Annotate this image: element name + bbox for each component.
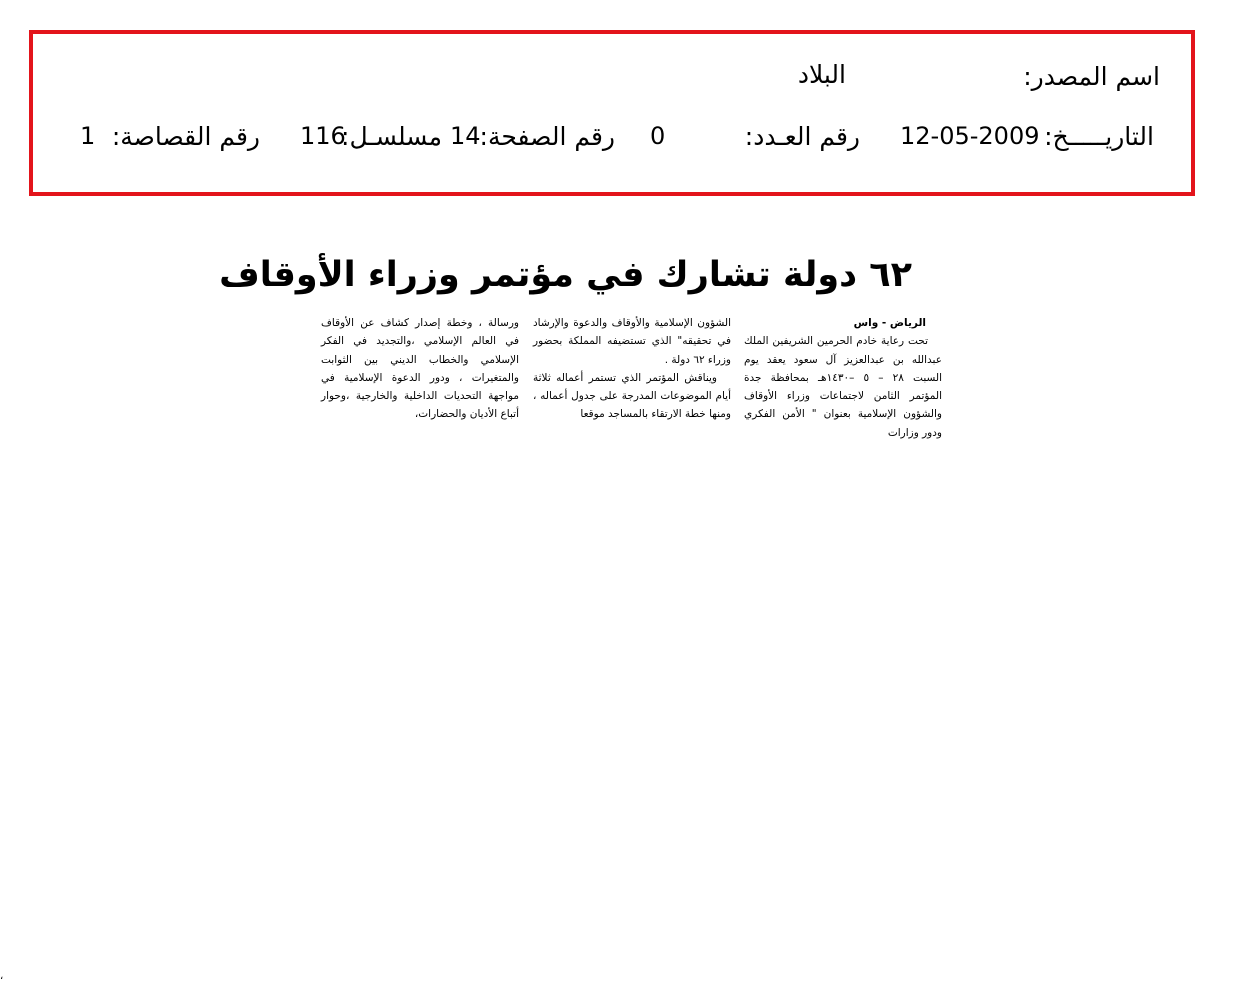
article-byline: الرياض - واس: [853, 317, 926, 329]
article-column-2: [533, 314, 731, 424]
column-1-text: تحت رعاية خادم الحرمين الشريفين الملك عبدالله بن عبدالعزيز آل سعود يعقد يوم السبت ٢٨ – ٥ –١٤٣٠هـ بمحافظة جدة المؤتمر الثامن لاجتماعات وزراء الأوقاف والشؤون الإسلامية بعنوان " الأمن الفكري ودور وزارات: [744, 335, 942, 439]
corner-mark: ،: [0, 971, 4, 982]
clipping-value: 1: [80, 122, 96, 150]
date-label: التاريـــــخ:: [1044, 122, 1154, 151]
serial-label: مسلسـل:: [341, 122, 442, 151]
article-column-3: [321, 314, 519, 424]
issue-value: 0: [650, 122, 666, 150]
column-2-paragraph-2: ويناقش المؤتمر الذي تستمر أعماله ثلاثة أيام الموضوعات المدرجة على جدول أعماله ، ومنها خطة الارتقاء بالمساجد موقعا: [533, 371, 731, 421]
issue-label: رقم العـدد:: [744, 122, 860, 151]
serial-value: 116: [300, 122, 346, 150]
source-value: البلاد: [797, 60, 846, 89]
source-label: اسم المصدر:: [1023, 62, 1160, 91]
column-3-text: ورسالة ، وخطة إصدار كشاف عن الأوقاف في العالم الإسلامي ،والتجديد في الفكر الإسلامي والخطاب الديني بين الثوابت والمتغيرات ، ودور الدعوة الإسلامية في مواجهة التحديات الداخلية والخارجية ،وحوار أتباع الأديان والحضارات،: [321, 317, 519, 421]
article-column-1: [744, 314, 942, 442]
clipping-label: رقم القصاصة:: [111, 122, 260, 151]
article-headline: ٦٢ دولة تشارك في مؤتمر وزراء الأوقاف: [219, 255, 912, 295]
page-value: 14: [450, 122, 481, 150]
date-value: 12-05-2009: [900, 122, 1040, 150]
page-label: رقم الصفحة:: [479, 122, 615, 151]
metadata-frame: [29, 30, 1195, 196]
column-2-paragraph-1: الشؤون الإسلامية والأوقاف والدعوة والإرشاد في تحقيقه" الذي تستضيفه المملكة بحضور وزراء ٦٢ دولة .: [533, 317, 731, 366]
